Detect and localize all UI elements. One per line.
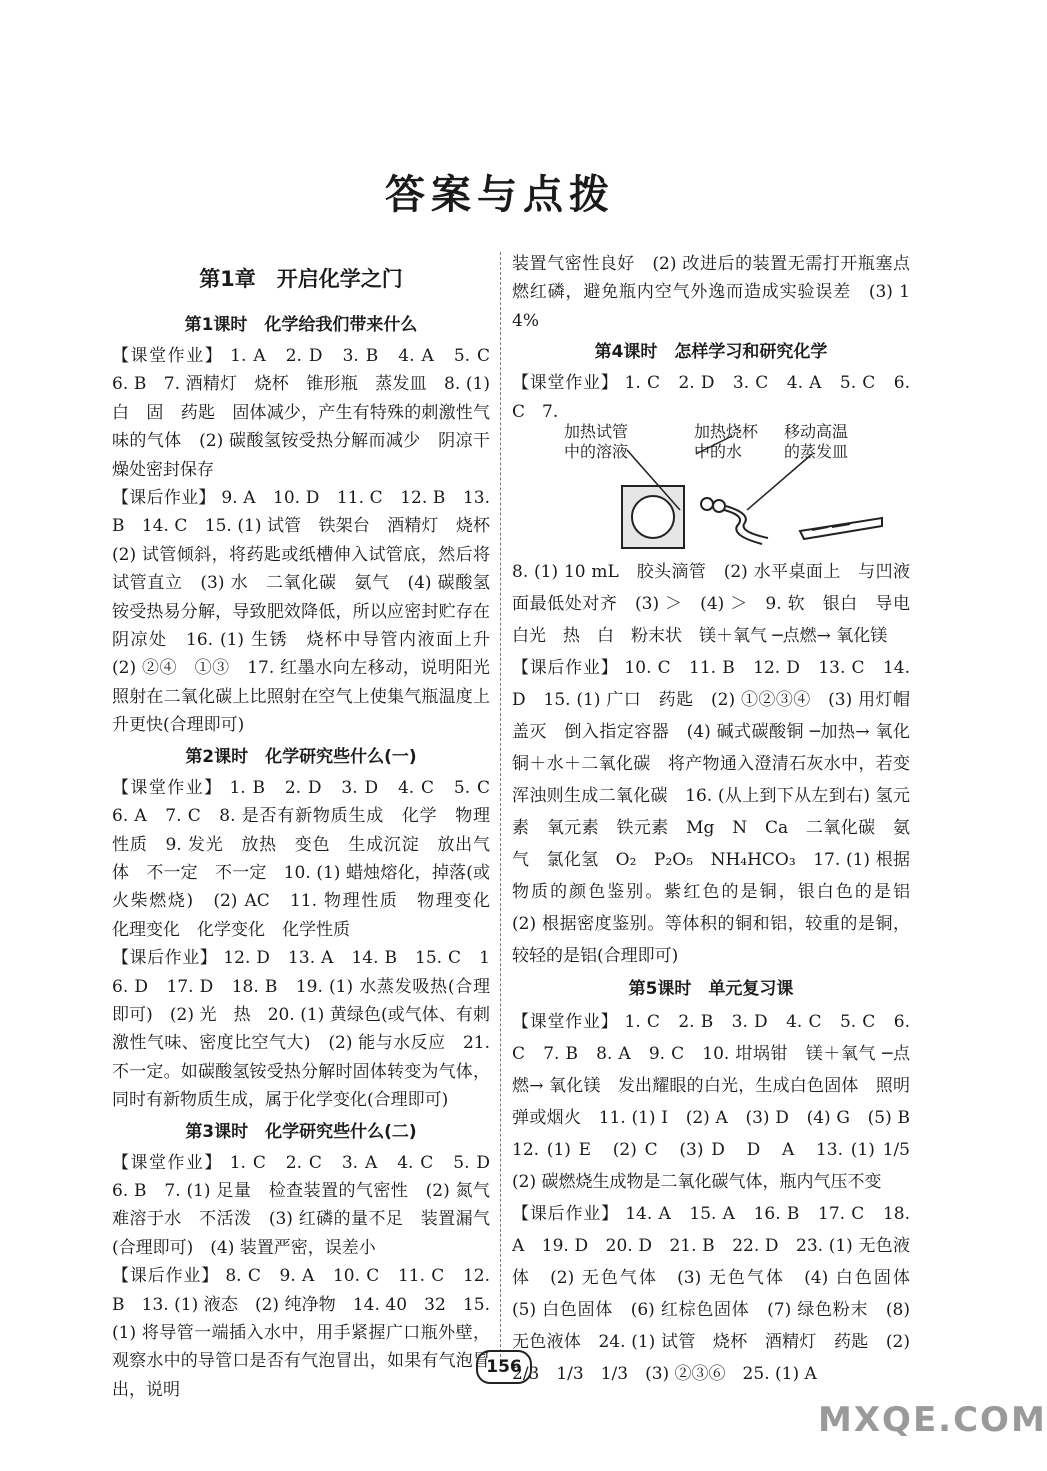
- gauze-center-icon: [632, 496, 674, 538]
- lesson-5-title: 第5课时 单元复习课: [628, 979, 794, 1000]
- figure-caption-3: 移动高温的蒸发皿: [784, 422, 849, 462]
- lesson-1-classwork: 【课堂作业】 1. A 2. D 3. B 4. A 5. C 6. B 7. 酒精灯 烧杯 锥形瓶 蒸发皿 8. (1) 白 固 药匙 固体减少，产生有特殊的刺激性气味的气体 (2) 碳酸氢铵受热分解而减少 阴凉干燥处密封保存: [112, 346, 507, 480]
- lesson-4-homework: 【课后作业】 10. C 11. B 12. D 13. C 14. D 15. (1) 广口 药匙 (2) ①②③④ (3) 用灯帽盖灭 倒入指定容器 (4) 碱式碳酸铜 ─加热→ 氧化铜＋水＋二氧化碳 将产物通入澄清石灰水中，若变浑浊则生成二氧化碳 16. (从上到下从左到右) 氢元素 氧元素 铁元素 Mg N Ca 二氧化碳 氨气 氯化氢 O₂ P₂O₅ NH₄HCO₃ 17. (1) 根据物质的颜色鉴别。紫红色的是铜，银白色的是铝 (2) 根据密度鉴别。等体积的铜和铝，较重的是铜，较轻的是铝(合理即可): [512, 658, 927, 967]
- lesson-1-homework: 【课后作业】 9. A 10. D 11. C 12. B 13. B 14. C 15. (1) 试管 铁架台 酒精灯 烧杯 (2) 试管倾斜，将药匙或纸槽伸入试管底，然后将试管直立 (3) 水 二氧化碳 氨气 (4) 碳酸氢铵受热易分解，导致肥效降低，所以应密封贮存在阴凉处 16. (1) 生锈 烧杯中导管内液面上升 (2) ②④ ①③ 17. 红墨水向左移动，说明阳光照射在二氧化碳上比照射在空气上使集气瓶温度上升更快(合理即可): [112, 488, 507, 736]
- lesson-5-homework: 【课后作业】 14. A 15. A 16. B 17. C 18. A 19. D 20. D 21. B 22. D 23. (1) 无色液体 (2) 无色气体 (3) 无色气体 (4) 白色固体 (5) 白色固体 (6) 红棕色固体 (7) 绿色粉末 (8) 无色液体 24. (1) 试管 烧杯 酒精灯 药匙 (2) 2/3 1/3 1/3 (3) ②③⑥ 25. (1) A: [512, 1204, 927, 1385]
- page-number: 156: [476, 1350, 532, 1384]
- chapter-title: 第1章 开启化学之门: [199, 267, 403, 291]
- pointer-line-3: [747, 454, 812, 510]
- figure-caption-2: 加热烧杯中的水: [694, 422, 759, 462]
- lesson-2-title: 第2课时 化学研究些什么(一): [185, 746, 417, 767]
- figure-caption-1: 加热试管中的溶液: [564, 422, 629, 462]
- page-title: 答案与点拨: [385, 172, 615, 218]
- lesson-4-title: 第4课时 怎样学习和研究化学: [594, 342, 828, 363]
- lesson-2-homework: 【课后作业】 12. D 13. A 14. B 15. C 16. D 17. D 18. B 19. (1) 水蒸发吸热(合理即可) (2) 光 热 20. (1) 黄绿色(或气体、有刺激性气味、密度比空气大) (2) 能与水反应 21. 不一定。如碳酸氢铵受热分解时固体转变为气体，同时有新物质生成，属于化学变化(合理即可): [112, 948, 490, 1111]
- test-tube-holder-icon: [800, 518, 882, 539]
- column-divider: [500, 252, 501, 1362]
- lesson-3-classwork: 【课堂作业】 1. C 2. C 3. A 4. C 5. D 6. B 7. (1) 足量 检查装置的气密性 (2) 氮气难溶于水 不活泼 (3) 红磷的量不足 装置漏气(合理即可) (4) 装置严密，误差小: [112, 1152, 507, 1258]
- lesson-3-continued: 装置气密性良好 (2) 改进后的装置无需打开瓶塞点燃红磷，避免瓶内空气外逸而造成实验误差 (3) 14%: [512, 254, 910, 331]
- right-column: [512, 250, 927, 1390]
- lesson-1-title: 第1课时 化学给我们带来什么: [184, 315, 418, 335]
- lesson-4-classwork-continued: 8. (1) 10 mL 胶头滴管 (2) 水平桌面上 与凹液面最低处对齐 (3) ＞ (4) ＞ 9. 软 银白 导电 白光 热 白 粉末状 镁＋氧气 ─点燃→ 氧化镁: [512, 562, 927, 647]
- lesson-3-homework: 【课后作业】 8. C 9. A 10. C 11. C 12. B 13. (1) 液态 (2) 纯净物 14. 40 32 15. (1) 将导管一端插入水中，用手紧握广口瓶外壁，观察水中的导管口是否有气泡冒出，如果有气泡冒出，说明: [112, 1266, 490, 1400]
- lesson-4-classwork: 【课堂作业】 1. C 2. D 3. C 4. A 5. C 6. C 7.: [512, 373, 910, 422]
- lesson-3-title: 第3课时 化学研究些什么(二): [185, 1121, 417, 1142]
- lab-equipment-figure: [512, 422, 910, 556]
- lesson-2-classwork: 【课堂作业】 1. B 2. D 3. D 4. C 5. C 6. A 7. C 8. 是否有新物质生成 化学 物理性质 9. 发光 放热 变色 生成沉淀 放出气体 不一定 不一定 10. (1) 蜡烛熔化，掉落(或火柴燃烧) (2) AC 11. 物理性质 物理变化 化理变化 化学变化 化学性质: [112, 777, 507, 940]
- watermark-logo: MXQE.COM: [818, 1400, 1047, 1440]
- crucible-tongs-icon: [701, 498, 768, 544]
- lesson-5-classwork: 【课堂作业】 1. C 2. B 3. D 4. C 5. C 6. C 7. B 8. A 9. C 10. 坩埚钳 镁＋氧气 ─点燃→ 氧化镁 发出耀眼的白光，生成白色固体 照明弹或烟火 11. (1) I (2) A (3) D (4) G (5) B 12. (1) E (2) C (3) D D A 13. (1) 1/5 (2) 碳燃烧生成物是二氧化碳气体，瓶内气压不变: [512, 1012, 927, 1193]
